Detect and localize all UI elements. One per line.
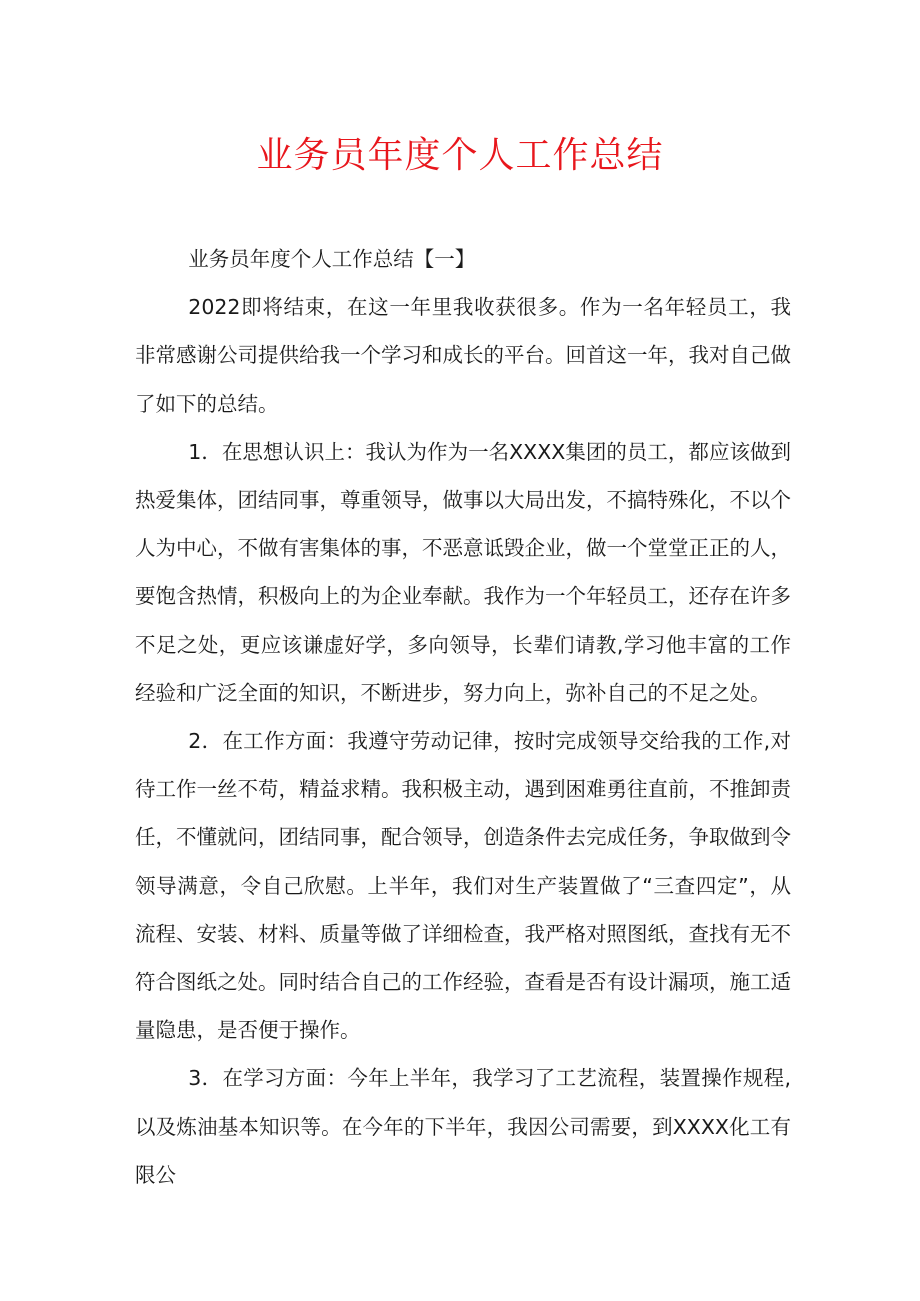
document-title: 业务员年度个人工作总结 xyxy=(256,135,664,176)
paragraph-thinking: 1．在思想认识上：我认为作为一名XXXX集团的员工，都应该做到热爱集体，团结同事，尊重领导，做事以大局出发，不搞特殊化，不以个人为中心，不做有害集体的事，不恶意诋毁企业，做一个堂堂正正的人，要饱含热情，积极向上的为企业奉献。我作为一个年轻员工，还存在许多不足之处，更应该谦虚好学，多向领导，长辈们请教,学习他丰富的工作经验和广泛全面的知识，不断进步，努力向上，弥补自己的不足之处。 xyxy=(135,439,791,705)
document-body xyxy=(135,235,791,1199)
paragraph-study: 3．在学习方面：今年上半年，我学习了工艺流程，装置操作规程,以及炼油基本知识等。在今年的下半年，我因公司需要，到XXXX化工有限公 xyxy=(135,1066,791,1187)
paragraph-work: 2．在工作方面：我遵守劳动记律，按时完成领导交给我的工作,对待工作一丝不苟，精益求精。我积极主动，遇到困难勇往直前，不推卸责任，不懂就问，团结同事，配合领导，创造条件去完成任务，争取做到令领导满意，令自己欣慰。上半年，我们对生产装置做了“三查四定”，从流程、安装、材料、质量等做了详细检查，我严格对照图纸，查找有无不符合图纸之处。同时结合自己的工作经验，查看是否有设计漏项，施工适量隐患，是否便于操作。 xyxy=(135,729,791,1043)
section-heading: 业务员年度个人工作总结【一】 xyxy=(188,247,476,271)
intro-paragraph: 2022即将结束，在这一年里我收获很多。作为一名年轻员工，我非常感谢公司提供给我一个学习和成长的平台。回首这一年，我对自己做了如下的总结。 xyxy=(135,295,791,416)
